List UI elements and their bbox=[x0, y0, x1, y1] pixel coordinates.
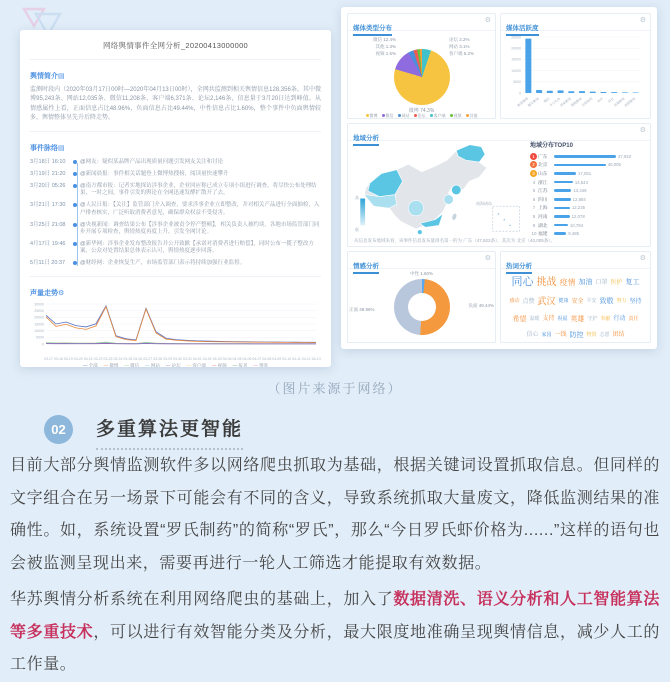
region-rank-list bbox=[530, 152, 648, 238]
hotword: 平安 bbox=[586, 298, 597, 305]
hotword: 同心 bbox=[511, 276, 534, 289]
report-summary-section bbox=[30, 59, 321, 123]
trend-legend bbox=[30, 363, 321, 367]
hotword: 志愿 bbox=[599, 331, 610, 338]
pie-legend-item: 视频 bbox=[450, 113, 462, 119]
media-activity-bar-chart bbox=[501, 31, 648, 119]
svg-text:10000: 10000 bbox=[511, 68, 521, 73]
trend-legend-item: — 微博 bbox=[103, 362, 119, 367]
rank-row bbox=[530, 186, 648, 195]
gear-icon[interactable]: ⚙ bbox=[639, 255, 646, 262]
hotword: 责任 bbox=[628, 315, 639, 322]
trend-section-label: 声量走势 bbox=[30, 289, 58, 297]
rank-bar bbox=[554, 224, 568, 227]
sentiment-label-neutral: 中性 1.60% bbox=[409, 271, 433, 276]
legend-dot bbox=[450, 114, 453, 117]
timeline-entry bbox=[30, 183, 321, 198]
hotword: 祝福 bbox=[557, 315, 568, 322]
legend-swatch: — bbox=[232, 362, 238, 367]
timeline-entry bbox=[30, 241, 321, 256]
timeline-date: 3月18日 16:10 bbox=[30, 159, 66, 166]
timeline-text: @央视新闻：调查结果公布【涉事企业被责令停产整顿】，相关负责人被约谈，各地市场监管部门同步开展专项检查，舆情热度再度上升，引发全网讨论。 bbox=[80, 221, 320, 236]
media-type-tab[interactable]: 媒体类型分布 bbox=[353, 23, 392, 36]
rank-row bbox=[530, 161, 648, 170]
rank-province: 上海 bbox=[538, 206, 548, 212]
timeline-entry bbox=[30, 260, 321, 267]
timeline-marker-icon bbox=[70, 241, 80, 246]
legend-swatch: — bbox=[124, 362, 129, 367]
rank-bar bbox=[554, 172, 576, 175]
pie-legend-item: 网站 bbox=[398, 113, 410, 119]
timeline-marker-icon bbox=[70, 202, 80, 207]
hotwords-tab[interactable]: 热词分析 bbox=[506, 261, 532, 274]
china-map-area bbox=[350, 139, 528, 235]
paragraph2-text: 华苏舆情分析系统在利用网络爬虫的基础上，加入了 bbox=[10, 591, 394, 608]
region-tab[interactable]: 地域分析 bbox=[353, 133, 379, 146]
rank-bar bbox=[554, 215, 570, 218]
trend-legend-item: — 全部 bbox=[82, 362, 98, 367]
rank-bar bbox=[554, 207, 570, 210]
rank-number: 4 bbox=[532, 179, 536, 185]
hotword: 物资 bbox=[586, 331, 597, 338]
rank-value: 10,784 bbox=[569, 222, 584, 228]
rank-number: 1 bbox=[530, 153, 537, 160]
trend-legend-item: — 客户端 bbox=[186, 362, 206, 367]
timeline-date: 3月20日 05:26 bbox=[30, 183, 66, 190]
gear-icon[interactable]: ⚙ bbox=[484, 17, 491, 24]
media-activity-card bbox=[500, 13, 651, 119]
rank-bar bbox=[554, 155, 616, 158]
rank-bar bbox=[554, 164, 606, 167]
sentiment-tab[interactable]: 情感分析 bbox=[353, 261, 379, 274]
hotword: 希望 bbox=[512, 315, 527, 323]
body-paragraph-2 bbox=[10, 584, 660, 682]
hotword: 行动 bbox=[613, 316, 626, 323]
region-note: 从信息发布地域来看，该事件信息发布量排名第一的为 广东（47,922条），其次为 北京（40,005条）。 bbox=[354, 238, 556, 243]
sentiment-label-negative: 负面 49.44% bbox=[468, 303, 494, 308]
legend-swatch: — bbox=[186, 362, 192, 367]
sentiment-label-positive: 正面 48.96% bbox=[349, 307, 375, 312]
hotword: 信心 bbox=[526, 332, 539, 339]
rank-number: 9 bbox=[532, 222, 536, 228]
timeline-section-label: 事件脉络 bbox=[30, 145, 58, 153]
hotword: 支持 bbox=[542, 316, 555, 323]
timeline-text: @新华网：涉事企业发布整改报告并公开致歉【承诺对消费者进行赔偿】，同时公布一揽子整改方案，公众对处置结果总体表示认可，舆情热度逐步回落。 bbox=[80, 241, 314, 255]
hotword: 温暖 bbox=[529, 315, 540, 322]
pie-legend-item: 客户端 bbox=[430, 113, 446, 119]
pie-legend-item: 微博 bbox=[366, 113, 378, 119]
timeline-marker-icon bbox=[70, 222, 80, 227]
rank-number: 6 bbox=[532, 196, 536, 202]
region-rank-area bbox=[530, 140, 648, 236]
legend-dot bbox=[398, 114, 401, 117]
pie-callouts-right bbox=[449, 37, 491, 57]
svg-text:凤凰新闻: 凤凰新闻 bbox=[613, 96, 626, 108]
media-type-pie-chart bbox=[394, 49, 450, 105]
hotword: 防控 bbox=[569, 331, 584, 339]
svg-text:5000: 5000 bbox=[36, 335, 44, 340]
hotword: 守护 bbox=[587, 315, 598, 322]
legend-dot bbox=[382, 114, 385, 117]
trend-legend-item: — 报刊 bbox=[232, 362, 248, 367]
rank-value: 47,922 bbox=[618, 153, 632, 159]
pie-main-label: 微博 74.3% bbox=[408, 108, 435, 114]
rank-province: 北京 bbox=[538, 163, 548, 169]
pie-callout-label: 网站 3.1% bbox=[449, 43, 470, 49]
trend-legend-item: — 论坛 bbox=[165, 362, 181, 367]
map-legend-high: 高 bbox=[355, 195, 359, 200]
hotword: 武汉 bbox=[537, 296, 556, 307]
rank-row bbox=[530, 195, 648, 204]
rank-value: 13,449 bbox=[573, 188, 587, 194]
hotword: 健康 bbox=[558, 298, 569, 305]
pie-legend-item: 微信 bbox=[382, 113, 394, 119]
paragraph2-text: ，可以进行有效智能分类及分析，最大限度地准确呈现舆情信息，减少人工的工作量。 bbox=[10, 623, 660, 673]
paragraph2-highlight: 数据清洗、语义分析和人工智能算法等多重技术 bbox=[10, 591, 660, 641]
svg-text:新浪微博: 新浪微博 bbox=[516, 96, 529, 108]
svg-text:5000: 5000 bbox=[513, 80, 521, 85]
gear-icon[interactable]: ⚙ bbox=[484, 255, 491, 262]
rank-row bbox=[530, 221, 648, 230]
rank-bar bbox=[554, 232, 566, 235]
svg-text:百度贴吧: 百度贴吧 bbox=[580, 96, 594, 108]
pie-legend-item: 其他 bbox=[466, 113, 478, 119]
map-inset-label: 南海诸岛 bbox=[476, 201, 492, 206]
rank-bar bbox=[554, 189, 571, 192]
hotword: 致敬 bbox=[599, 298, 614, 306]
legend-swatch: — bbox=[103, 362, 109, 367]
summary-text: 监测时段内（2020年03月17日00时—2020年04月13日00时），全网共监测到相关舆情信息128,356条。其中微博95,243条、网站12,035条、微信11,208条、客户端6,371条、论坛2,146条，信息量于3月20日达到峰值。从情感属性上看，正面信息占比48.96%，负面信息占比49.44%，中性信息占比1.60%，整个事件中负面舆情较多，舆情整体呈先升后降走势。 bbox=[30, 87, 321, 121]
rank-row bbox=[530, 178, 648, 187]
svg-text:20000: 20000 bbox=[511, 46, 521, 51]
rank-number: 5 bbox=[532, 188, 536, 194]
legend-swatch: — bbox=[145, 362, 150, 367]
volume-trend-line-chart bbox=[30, 300, 320, 352]
legend-swatch: — bbox=[253, 362, 258, 367]
legend-dot bbox=[414, 114, 417, 117]
report-trend-section bbox=[30, 276, 321, 367]
timeline-marker-icon bbox=[70, 159, 80, 164]
hotword: 疫情 bbox=[559, 277, 576, 287]
pie-legend-item: 论坛 bbox=[414, 113, 426, 119]
media-activity-tab[interactable]: 媒体活跃度 bbox=[506, 23, 539, 36]
svg-text:微信: 微信 bbox=[542, 96, 551, 104]
section-icon: ▤ bbox=[58, 145, 65, 153]
hotword: 奉献 bbox=[600, 315, 611, 322]
svg-text:0: 0 bbox=[42, 342, 44, 347]
pie-callouts-left bbox=[352, 37, 396, 57]
hotword: 加油 bbox=[578, 279, 593, 287]
rank-bar bbox=[554, 198, 571, 201]
rank-number: 7 bbox=[532, 205, 536, 211]
rank-province: 江苏 bbox=[538, 189, 548, 195]
trend-legend-item: — 博客 bbox=[253, 362, 269, 367]
rank-row bbox=[530, 204, 648, 213]
rank-province: 广东 bbox=[538, 154, 548, 160]
hotword: 挑战 bbox=[536, 276, 557, 288]
timeline-entry bbox=[30, 159, 321, 166]
svg-text:15000: 15000 bbox=[511, 57, 521, 62]
hotword: 感动 bbox=[509, 298, 520, 305]
rank-value: 17,051 bbox=[578, 170, 592, 176]
gear-icon[interactable]: ⚙ bbox=[639, 17, 646, 24]
map-legend-low: 低 bbox=[355, 227, 359, 232]
sentiment-donut-area bbox=[348, 269, 495, 343]
sentiment-card bbox=[347, 251, 496, 343]
dashboard-screenshot bbox=[341, 7, 657, 349]
svg-text:20000: 20000 bbox=[34, 315, 44, 320]
pie-callout-label: 论坛 2.2% bbox=[449, 37, 470, 42]
rank-number: 2 bbox=[530, 161, 537, 168]
hotword: 点赞 bbox=[522, 298, 535, 305]
legend-swatch: — bbox=[211, 362, 217, 367]
timeline-marker-icon bbox=[70, 183, 80, 188]
report-title: 网络舆情事件全网分析_20200413000000 bbox=[102, 41, 249, 50]
trend-legend-item: — 微信 bbox=[124, 362, 140, 367]
svg-text:知乎: 知乎 bbox=[596, 96, 605, 104]
hotword: 家园 bbox=[541, 331, 552, 338]
hotword: 一线 bbox=[554, 332, 567, 339]
timeline-entry bbox=[30, 222, 321, 237]
timeline-text: @财经网：企业恢复生产，市场监管部门表示将持续加强行业监督。 bbox=[80, 260, 246, 267]
timeline-date: 3月19日 21:20 bbox=[30, 171, 66, 178]
rank-value: 12,884 bbox=[572, 196, 586, 202]
rank-number: 3 bbox=[530, 170, 537, 177]
timeline-date: 4月17日 19:46 bbox=[30, 241, 66, 248]
trend-legend-item: — 视频 bbox=[211, 362, 227, 367]
svg-text:10000: 10000 bbox=[34, 328, 44, 333]
region-rank-title: 地域分布TOP10 bbox=[530, 143, 573, 149]
hotword: 安全 bbox=[571, 298, 584, 305]
rank-number: 8 bbox=[532, 213, 536, 219]
body-paragraph-1: 目前大部分舆情监测软件多以网络爬虫抓取为基础，根据关键词设置抓取信息。但同样的文字组合在另一场景下可能会有不同的含义，导致系统抓取大量废文，降低监测结果的准确性。如，系统设置“罗氏制药”的简称“罗氏”，那么“今日罗氏虾价格为......”这样的语句也会被监测呈现出来，需要再进行一轮人工筛选才能提取有效数据。 bbox=[10, 457, 660, 572]
rank-row bbox=[530, 229, 648, 238]
rank-row bbox=[530, 212, 648, 221]
summary-section-label: 舆情简介 bbox=[30, 73, 58, 80]
svg-text:网易新闻: 网易新闻 bbox=[559, 96, 572, 108]
rank-province: 湖北 bbox=[538, 223, 548, 229]
media-type-card bbox=[347, 13, 496, 119]
timeline-date: 3月25日 21:08 bbox=[30, 221, 66, 228]
rank-row bbox=[530, 169, 648, 178]
svg-text:0: 0 bbox=[519, 91, 521, 96]
svg-text:腾讯新闻: 腾讯新闻 bbox=[527, 96, 540, 108]
hotword-cloud bbox=[501, 269, 650, 343]
legend-swatch: — bbox=[165, 362, 171, 367]
hotword: 团结 bbox=[612, 332, 625, 339]
hotword: 复工 bbox=[625, 279, 640, 287]
event-timeline bbox=[30, 159, 321, 268]
timeline-entry bbox=[30, 202, 321, 217]
gear-icon[interactable]: ⚙ bbox=[639, 127, 646, 134]
pie-legend bbox=[348, 113, 495, 119]
rank-province: 浙江 bbox=[538, 180, 548, 186]
image-source-caption: （图片来源于网络） bbox=[267, 381, 403, 396]
timeline-date: 5月11日 20:37 bbox=[30, 260, 66, 267]
donut-hole bbox=[408, 293, 436, 321]
pie-callout-label: 微信 12.4% bbox=[372, 37, 396, 42]
timeline-text: @南方都市报：记者实地探访涉事企业，企业回应称已成立专项小组进行调查，将尽快公布处理结果，一时之间，事件引发的舆论在全网迅速发酵扩散开了去。 bbox=[80, 183, 317, 197]
svg-text:15000: 15000 bbox=[34, 322, 44, 327]
rank-value: 12,078 bbox=[571, 213, 585, 219]
svg-text:搜狐新闻: 搜狐新闻 bbox=[570, 96, 583, 108]
hotwords-card bbox=[500, 251, 651, 343]
timeline-text: @新闻晨报：事件相关话题登上微博热搜榜，阅读量快速攀升 bbox=[80, 171, 229, 178]
hotword: 努力 bbox=[616, 298, 627, 305]
gear-icon[interactable]: ⚙ bbox=[58, 289, 65, 297]
report-timeline-section bbox=[30, 131, 321, 268]
timeline-axis bbox=[77, 163, 78, 266]
hotword: 坚持 bbox=[629, 298, 642, 305]
section-icon: ▤ bbox=[58, 73, 65, 80]
legend-dot bbox=[466, 114, 469, 117]
rank-province: 山东 bbox=[538, 171, 548, 177]
hotword: 医护 bbox=[610, 279, 623, 286]
svg-text:抖音: 抖音 bbox=[607, 96, 615, 104]
svg-text:25000: 25000 bbox=[511, 35, 521, 40]
svg-text:30000: 30000 bbox=[34, 302, 44, 307]
pie-callout-label: 客户端 5.2% bbox=[449, 50, 475, 56]
timeline-marker-icon bbox=[70, 260, 80, 265]
legend-dot bbox=[430, 114, 433, 117]
rank-row bbox=[530, 152, 648, 161]
section-number-badge: 02 bbox=[44, 415, 73, 444]
timeline-entry bbox=[30, 171, 321, 178]
pie-callout-label: 其他 1.3% bbox=[375, 43, 396, 49]
svg-text:今日头条: 今日头条 bbox=[548, 96, 562, 108]
trend-x-axis-labels: 03-17 03-18 03-19 03-20 03-21 03-22 03-23 03-24 03-25 03-26 03-27 03-28 03-29 03-30 03-31 04-01 04-02 04-03 04-04 04-05 04-06 04-07 04-08 04-09 04-10 04-11 04-12 04-13 bbox=[44, 356, 321, 361]
timeline-text: @网友：疑似某品牌产品出现质量问题引发网友关注和讨论 bbox=[80, 159, 224, 166]
media-type-pie-area bbox=[348, 31, 495, 119]
section-title: 多重算法更智能 bbox=[96, 414, 243, 450]
legend-dot bbox=[366, 114, 369, 117]
rank-province: 福建 bbox=[538, 232, 548, 238]
hotword: 英雄 bbox=[570, 315, 585, 323]
timeline-marker-icon bbox=[70, 171, 80, 176]
rank-value: 14,544 bbox=[574, 179, 588, 185]
svg-text:25000: 25000 bbox=[34, 308, 44, 313]
region-card bbox=[347, 123, 651, 247]
legend-swatch: — bbox=[82, 362, 88, 367]
svg-text:澎湃新闻: 澎湃新闻 bbox=[623, 96, 637, 108]
hotword: 口罩 bbox=[595, 279, 608, 286]
trend-legend-item: — 网站 bbox=[145, 362, 160, 367]
rank-province: 河南 bbox=[538, 214, 548, 220]
rank-bar bbox=[554, 181, 573, 184]
rank-value: 9,485 bbox=[568, 231, 580, 237]
report-screenshot bbox=[20, 30, 331, 367]
rank-value: 12,235 bbox=[571, 205, 585, 211]
timeline-date: 3月21日 17:30 bbox=[30, 202, 66, 209]
rank-province: 四川 bbox=[538, 197, 548, 203]
rank-value: 40,005 bbox=[607, 162, 621, 168]
pie-callout-label: 视频 1.5% bbox=[375, 50, 396, 56]
china-map bbox=[350, 139, 528, 235]
timeline-text: @人民日报：【关注】监管部门介入调查，要求涉事企业立即整改，并对相关产品进行全面抽检，入户排查核实，广泛听取消费者意见，确保群众权益不受侵害。 bbox=[80, 202, 320, 216]
rank-number: 10 bbox=[531, 231, 537, 237]
